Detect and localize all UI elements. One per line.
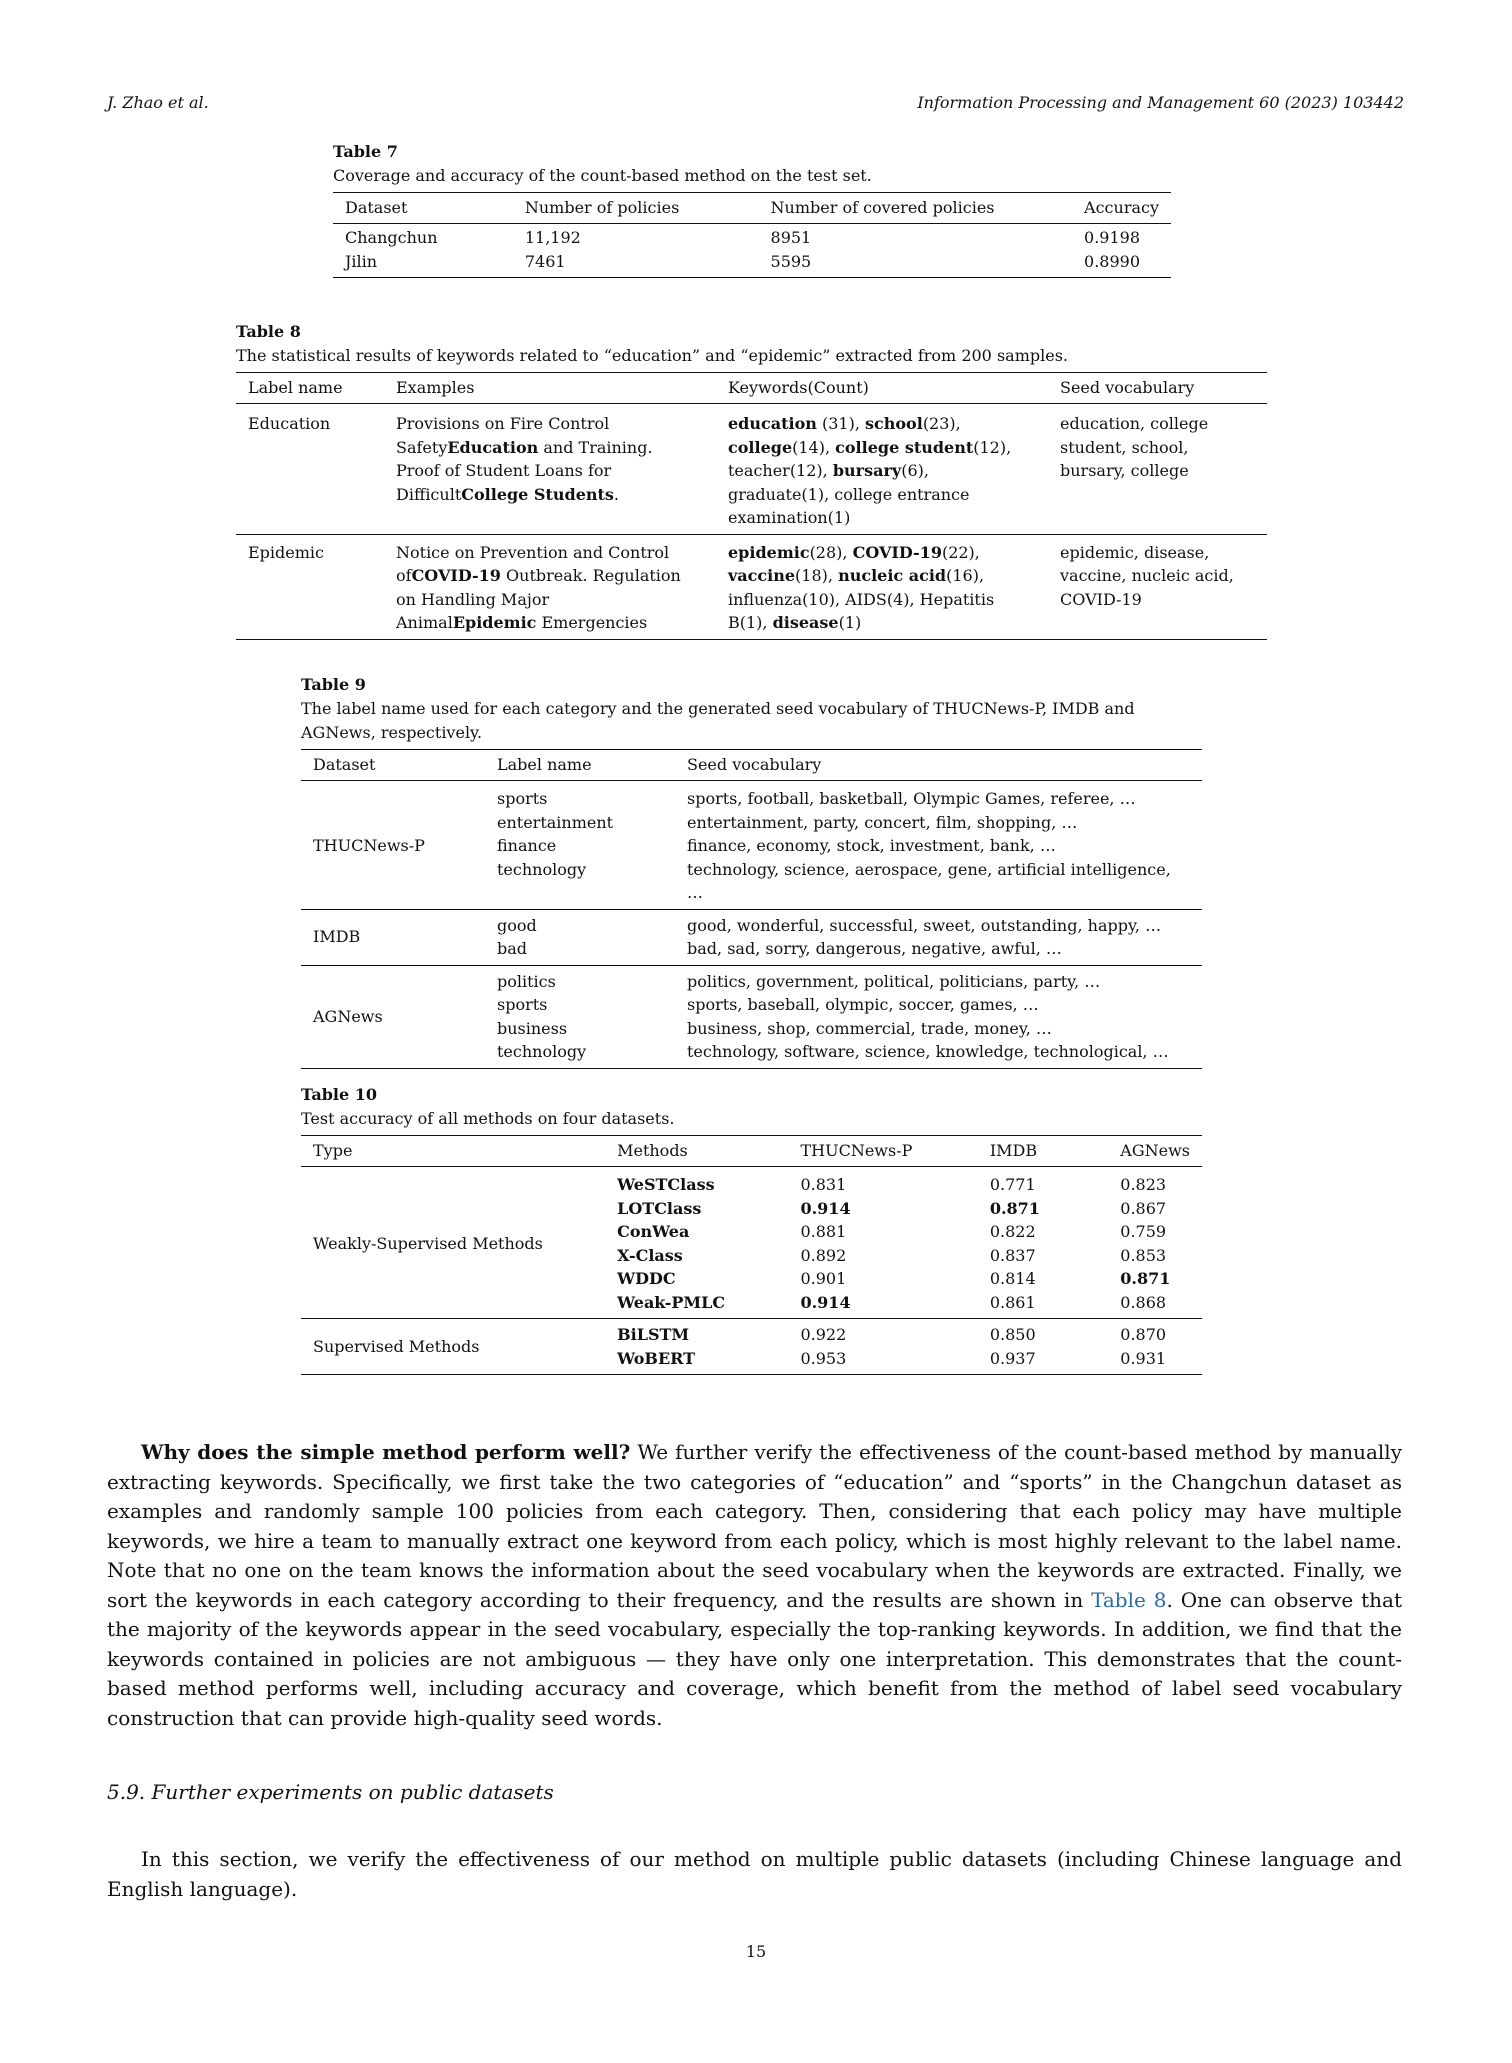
label-name: politics <box>497 971 556 991</box>
method-name: Weak-PMLC <box>617 1292 726 1312</box>
label-names-cell <box>485 781 675 910</box>
cell-line <box>396 436 704 460</box>
text: Difficult <box>396 484 462 504</box>
paragraph-why-simple-method <box>107 1438 1402 1733</box>
score-value: 0.759 <box>1120 1222 1167 1241</box>
score-value: 0.814 <box>989 1269 1036 1288</box>
dataset-cell: AGNews <box>301 965 485 1068</box>
text: Emergencies <box>536 613 648 632</box>
score-value: 0.931 <box>1120 1348 1167 1368</box>
method-name: ConWea <box>617 1222 690 1241</box>
page-number: 15 <box>745 1942 767 1961</box>
table-title: Table 9 <box>301 675 366 694</box>
text: B(1), <box>728 613 773 632</box>
seed-cell <box>1048 534 1267 639</box>
running-header-authors: J. Zhao et al. <box>107 93 209 112</box>
text: Notice on Prevention and Control <box>396 542 670 562</box>
data-table <box>236 372 1267 640</box>
label-name: finance <box>497 836 557 855</box>
table-row <box>301 909 1202 965</box>
score-value: 0.871 <box>1120 1269 1171 1288</box>
bold-text: school <box>865 414 923 433</box>
label-name: good <box>497 915 537 935</box>
column-header: IMDB <box>978 1136 1108 1167</box>
cell-line <box>396 412 704 436</box>
column-header: Label name <box>485 750 675 781</box>
seed-vocab: sports, baseball, olympic, soccer, games, … <box>687 995 1039 1014</box>
cell-line <box>396 459 704 483</box>
seed-vocab: politics, government, political, politicians, party, … <box>687 971 1101 991</box>
table-7 <box>333 140 1171 278</box>
score-value: 0.914 <box>800 1198 851 1218</box>
label-name: bad <box>497 939 528 958</box>
seed-vocab: finance, economy, stock, investment, bank, … <box>687 836 1056 855</box>
score-value: 0.853 <box>1120 1245 1167 1265</box>
table-row <box>301 781 1202 910</box>
text: (16), <box>946 566 985 585</box>
score-value: 0.822 <box>989 1222 1036 1241</box>
cell-line <box>728 506 1036 530</box>
table-cell: 0.9198 <box>1084 228 1141 247</box>
table-cell: 5595 <box>759 250 1073 278</box>
bold-text: COVID-19 <box>411 566 501 585</box>
paragraph-public-datasets: In this section, we verify the effectiveness of our method on multiple public datasets (including Chinese language and English language). <box>107 1847 1402 1901</box>
text: (23), <box>922 414 961 433</box>
table-cell: 8951 <box>770 228 812 247</box>
seed-vocab: sports, football, basketball, Olympic Games, referee, … <box>687 789 1136 808</box>
score-value: 0.771 <box>989 1175 1036 1194</box>
score-cell <box>978 1167 1108 1319</box>
dataset-cell: THUCNews-P <box>301 781 485 910</box>
method-name: WoBERT <box>617 1348 696 1368</box>
score-value: 0.867 <box>1120 1198 1167 1218</box>
cell-line: COVID-19 <box>1060 589 1142 609</box>
text: Animal <box>396 613 453 632</box>
column-header: Accuracy <box>1072 193 1171 224</box>
column-header: AGNews <box>1108 1136 1202 1167</box>
bold-text: education <box>728 414 817 433</box>
methods-cell <box>605 1167 788 1319</box>
text: examination(1) <box>728 508 851 527</box>
paragraph-text: . One can observe that the majority of the keywords appear in the seed vocabulary, especially the top-ranking keywords. In addition, we find that the keywords contained in policies are not ambiguous — they have only one interpretation. This demonstrates that the count-based method performs well, including accuracy and coverage, which benefit from the method of label seed vocabulary construction that can provide high-quality seed words. <box>107 1587 1402 1730</box>
table-cell: 0.8990 <box>1072 250 1171 278</box>
text: Outbreak. Regulation <box>500 566 681 585</box>
table-row <box>236 404 1267 535</box>
column-header: Keywords(Count) <box>716 373 1048 404</box>
cell-line: student, school, <box>1060 437 1189 457</box>
label-names-cell <box>485 965 675 1068</box>
seed-vocab-cell <box>675 965 1202 1068</box>
bold-text: college student <box>835 437 974 457</box>
text: Proof of Student Loans for <box>396 461 612 480</box>
table-title: Table 7 <box>333 142 398 161</box>
table-cell: Jilin <box>333 250 513 278</box>
text: graduate(1), college entrance <box>728 484 970 504</box>
score-cell <box>1108 1319 1202 1375</box>
cell-line <box>728 611 1036 635</box>
cell-line <box>728 588 1036 612</box>
table-cell: 11,192 <box>524 228 581 247</box>
score-value: 0.868 <box>1120 1292 1167 1312</box>
label-name: entertainment <box>497 812 614 832</box>
method-name: WDDC <box>617 1269 676 1288</box>
data-table <box>301 1135 1202 1375</box>
text: (1) <box>838 613 862 632</box>
table-caption: Coverage and accuracy of the count-based method on the test set. <box>333 166 872 185</box>
score-cell <box>788 1319 977 1375</box>
seed-vocab: technology, software, science, knowledge, technological, … <box>687 1042 1169 1061</box>
cell-line: bursary, college <box>1060 461 1189 480</box>
text: of <box>396 566 412 585</box>
table-row <box>301 1319 1202 1375</box>
text: (18), <box>795 566 839 585</box>
seed-vocab: entertainment, party, concert, film, shopping, … <box>687 812 1078 832</box>
examples-cell <box>384 534 716 639</box>
table-row <box>301 965 1202 1068</box>
column-header: Type <box>301 1136 605 1167</box>
table-title: Table 10 <box>301 1085 378 1104</box>
paragraph-lead: Why does the simple method perform well? <box>141 1440 631 1464</box>
cell-line <box>728 459 1036 483</box>
data-table <box>301 749 1202 1069</box>
label-cell: Education <box>236 404 384 535</box>
table-cell: Changchun <box>345 228 438 247</box>
column-header: Seed vocabulary <box>675 750 1202 781</box>
label-cell: Epidemic <box>236 534 384 639</box>
cell-line <box>728 436 1036 460</box>
section-heading: 5.9. Further experiments on public datasets <box>107 1780 554 1804</box>
score-value: 0.922 <box>800 1325 847 1344</box>
label-name: technology <box>497 859 587 879</box>
text: and Training. <box>538 437 653 457</box>
type-cell: Weakly-Supervised Methods <box>301 1167 605 1319</box>
score-cell <box>788 1167 977 1319</box>
table-caption: The statistical results of keywords related to “education” and “epidemic” extracted from 200 samples. <box>236 346 1068 365</box>
data-table <box>333 192 1171 278</box>
cell-line: epidemic, disease, <box>1060 542 1210 562</box>
score-value: 0.837 <box>989 1245 1036 1265</box>
examples-cell <box>384 404 716 535</box>
seed-vocab: business, shop, commercial, trade, money, … <box>687 1018 1052 1038</box>
cell-line <box>396 483 704 507</box>
table-8 <box>236 320 1267 640</box>
score-value: 0.871 <box>989 1198 1040 1218</box>
column-header: Examples <box>384 373 716 404</box>
table-row <box>333 250 1171 278</box>
keywords-cell <box>716 404 1048 535</box>
method-name: X-Class <box>617 1245 683 1265</box>
score-value: 0.831 <box>800 1175 847 1194</box>
table-8-link[interactable]: Table 8 <box>1091 1587 1167 1612</box>
score-value: 0.914 <box>800 1292 851 1312</box>
column-header: Dataset <box>301 750 485 781</box>
seed-vocab: bad, sad, sorry, dangerous, negative, awful, … <box>687 939 1062 958</box>
bold-text: bursary <box>832 461 902 480</box>
cell-line: vaccine, nucleic acid, <box>1060 566 1234 585</box>
text: Provisions on Fire Control <box>396 414 610 433</box>
text: (14), <box>792 437 836 457</box>
score-value: 0.892 <box>800 1245 847 1265</box>
bold-text: College Students <box>461 484 614 504</box>
cell-line: education, college <box>1060 414 1209 433</box>
score-value: 0.953 <box>800 1348 847 1368</box>
cell-line <box>396 541 704 565</box>
cell-line <box>396 564 704 588</box>
seed-cell <box>1048 404 1267 535</box>
bold-text: disease <box>772 613 839 632</box>
bold-text: nucleic acid <box>838 566 947 585</box>
cell-line <box>396 611 704 635</box>
bold-text: college <box>728 437 793 457</box>
label-name: business <box>497 1018 568 1038</box>
bold-text: COVID-19 <box>852 542 942 562</box>
bold-text: Education <box>447 437 539 457</box>
method-name: BiLSTM <box>617 1325 690 1344</box>
score-value: 0.937 <box>989 1348 1036 1368</box>
cell-line <box>728 483 1036 507</box>
text: (12), <box>973 437 1012 457</box>
label-names-cell <box>485 909 675 965</box>
text: (6), <box>901 461 929 480</box>
table-row <box>301 1167 1202 1319</box>
table-row <box>236 534 1267 639</box>
table-row <box>333 226 1171 250</box>
seed-vocab-cell <box>675 781 1202 910</box>
seed-vocab-cell <box>675 909 1202 965</box>
score-value: 0.881 <box>800 1222 847 1241</box>
text: Safety <box>396 437 448 457</box>
column-header: Dataset <box>333 193 513 224</box>
score-value: 0.850 <box>989 1325 1036 1344</box>
text: teacher(12), <box>728 461 833 480</box>
bold-text: epidemic <box>728 542 810 562</box>
score-cell <box>1108 1167 1202 1319</box>
cell-line <box>396 588 704 612</box>
column-header: Methods <box>605 1136 788 1167</box>
cell-line <box>728 412 1036 436</box>
table-caption: The label name used for each category and the generated seed vocabulary of THUCNews-P, IMDB and AGNews, respectively. <box>301 699 1135 742</box>
label-name: technology <box>497 1042 587 1061</box>
column-header: Seed vocabulary <box>1048 373 1267 404</box>
column-header: Number of covered policies <box>759 193 1073 224</box>
dataset-cell: IMDB <box>301 909 485 965</box>
score-cell <box>978 1319 1108 1375</box>
running-header-journal: Information Processing and Management 60 (2023) 103442 <box>917 93 1404 112</box>
table-cell: 7461 <box>513 250 759 278</box>
text: (31), <box>816 414 865 433</box>
seed-vocab: good, wonderful, successful, sweet, outstanding, happy, … <box>687 915 1162 935</box>
text: (28), <box>809 542 853 562</box>
cell-line <box>728 541 1036 565</box>
paragraph-text: We further verify the effectiveness of the count-based method by manually extracting keywords. Specifically, we first take the two categories of “education” and “sports” in the Changchun dataset as examples and randomly sample 100 policies from each category. Then, considering that each policy may have multiple keywords, we hire a team to manually extract one keyword from each policy, which is most highly relevant to the label name. Note that no one on the team knows the information about the seed vocabulary when the keywords are extracted. Finally, we sort the keywords in each category according to their frequency, and the results are shown in <box>107 1440 1402 1612</box>
text: (22), <box>941 542 980 562</box>
table-9 <box>301 673 1202 1069</box>
table-title: Table 8 <box>236 322 301 341</box>
column-header: Label name <box>236 373 384 404</box>
keywords-cell <box>716 534 1048 639</box>
score-value: 0.901 <box>800 1269 847 1288</box>
table-caption: Test accuracy of all methods on four datasets. <box>301 1109 675 1128</box>
column-header: THUCNews-P <box>788 1136 977 1167</box>
methods-cell <box>605 1319 788 1375</box>
text: . <box>613 484 619 504</box>
method-name: LOTClass <box>617 1198 702 1218</box>
method-name: WeSTClass <box>617 1175 715 1194</box>
table-10 <box>301 1083 1202 1375</box>
text: on Handling Major <box>396 589 550 609</box>
score-value: 0.870 <box>1120 1325 1167 1344</box>
bold-text: Epidemic <box>452 613 537 632</box>
score-value: 0.823 <box>1120 1175 1167 1194</box>
label-name: sports <box>497 789 548 808</box>
seed-vocab: technology, science, aerospace, gene, artificial intelligence, … <box>687 859 1171 902</box>
score-value: 0.861 <box>989 1292 1036 1312</box>
bold-text: vaccine <box>728 566 796 585</box>
type-cell: Supervised Methods <box>301 1319 605 1375</box>
column-header: Number of policies <box>513 193 759 224</box>
label-name: sports <box>497 995 548 1014</box>
cell-line <box>728 564 1036 588</box>
text: influenza(10), AIDS(4), Hepatitis <box>728 589 995 609</box>
